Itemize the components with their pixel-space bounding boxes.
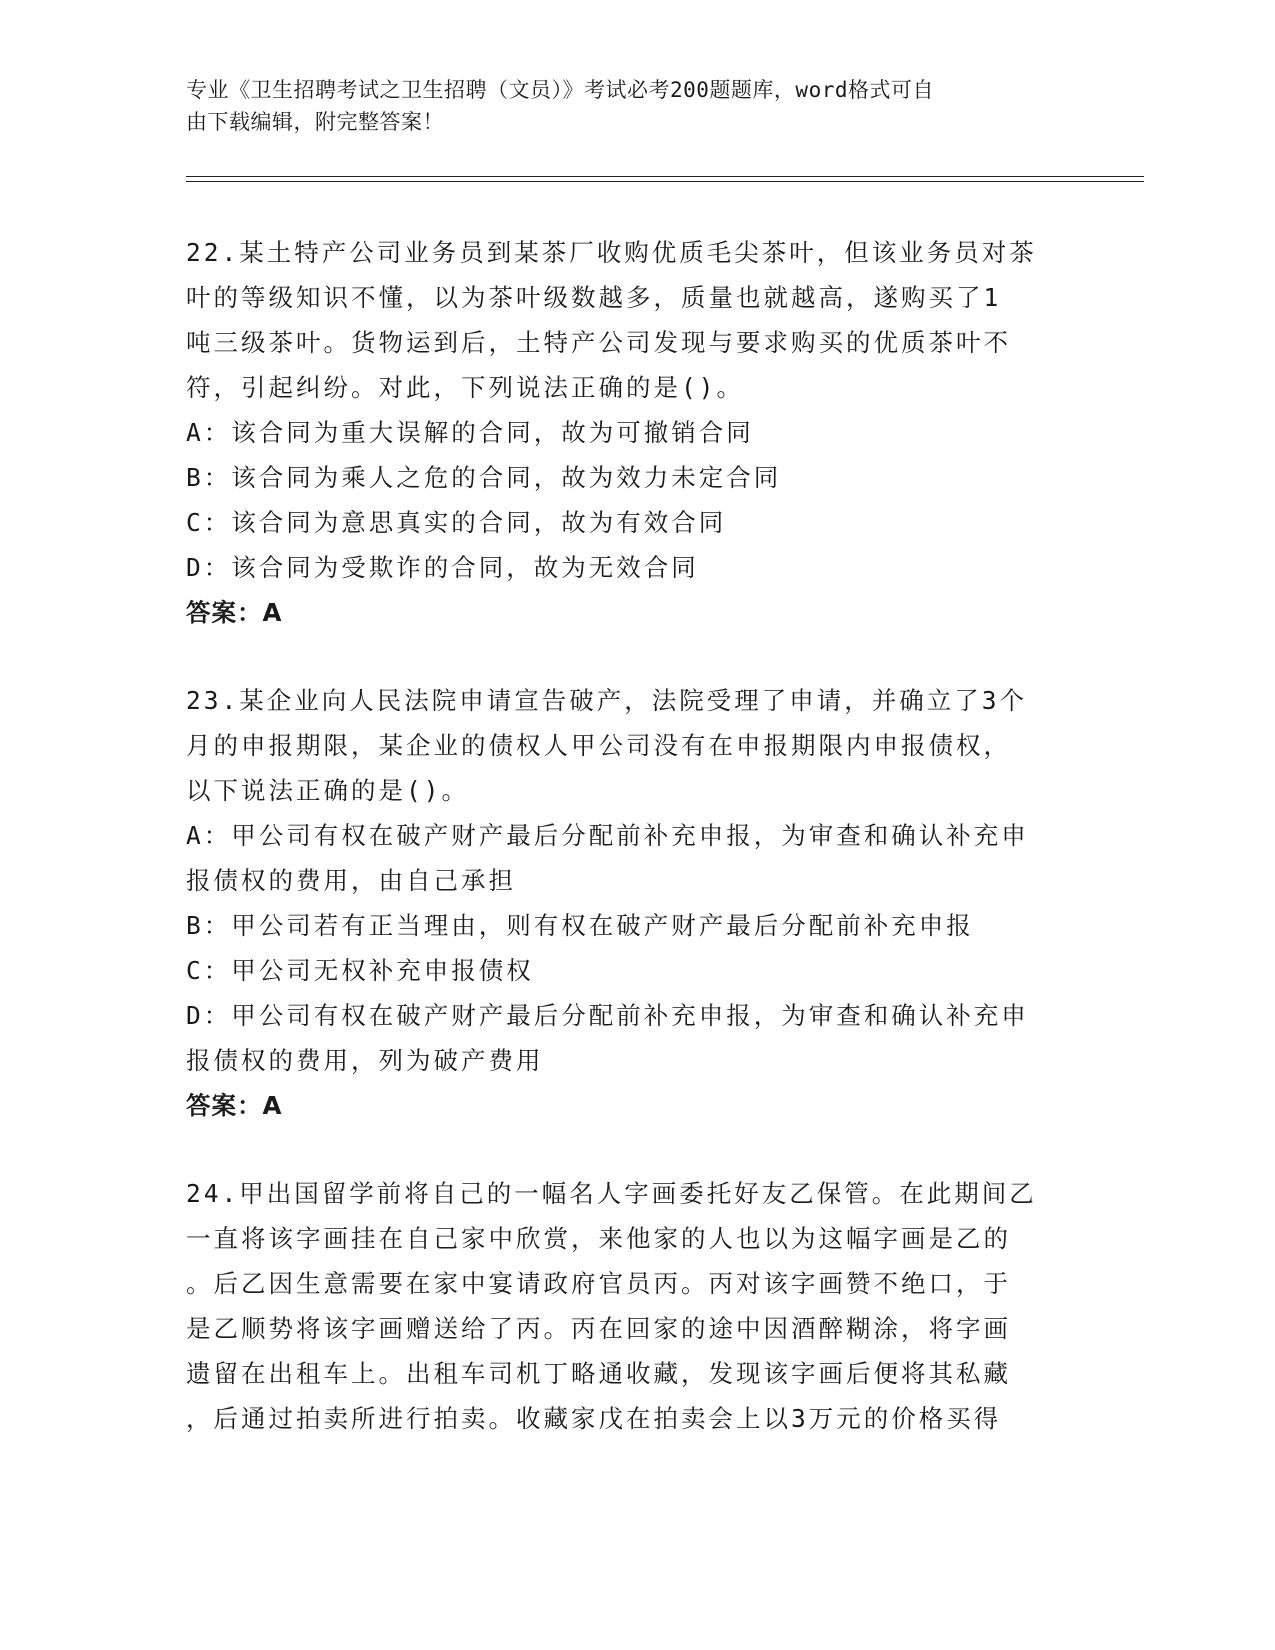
question-list — [186, 230, 1066, 1484]
option-b: B：甲公司若有正当理由，则有权在破产财产最后分配前补充申报 — [186, 911, 974, 940]
question-stem-line: 22.某土特产公司业务员到某茶厂收购优质毛尖茶叶，但该业务员对茶 — [186, 238, 1037, 267]
question-stem-line: 以下说法正确的是()。 — [186, 776, 469, 805]
option-d-continued: 报债权的费用，列为破产费用 — [186, 1046, 544, 1075]
question-24 — [186, 1171, 1066, 1441]
option-a: A：甲公司有权在破产财产最后分配前补充申报，为审查和确认补充申 — [186, 821, 1029, 850]
question-stem-line: ，后通过拍卖所进行拍卖。收藏家戊在拍卖会上以3万元的价格买得 — [186, 1404, 1002, 1433]
question-22 — [186, 230, 1066, 635]
question-stem-line: 一直将该字画挂在自己家中欣赏，来他家的人也以为这幅字画是乙的 — [186, 1224, 1011, 1253]
question-stem-line: 叶的等级知识不懂，以为茶叶级数越多，质量也就越高，遂购买了1 — [186, 283, 1002, 312]
option-c: C：甲公司无权补充申报债权 — [186, 956, 534, 985]
question-stem-line: 24.甲出国留学前将自己的一幅名人字画委托好友乙保管。在此期间乙 — [186, 1179, 1037, 1208]
question-stem-line: 月的申报期限，某企业的债权人甲公司没有在申报期限内申报债权， — [186, 731, 1011, 760]
document-header — [186, 74, 1066, 138]
option-a-continued: 报债权的费用，由自己承担 — [186, 866, 516, 895]
question-stem-line: 23.某企业向人民法院申请宣告破产，法院受理了申请，并确立了3个 — [186, 686, 1027, 715]
option-d: D：甲公司有权在破产财产最后分配前补充申报，为审查和确认补充申 — [186, 1001, 1029, 1030]
answer-label: 答案：A — [186, 1091, 283, 1120]
header-title-line-1: 专业《卫生招聘考试之卫生招聘（文员）》考试必考200题题库，word格式可自 — [186, 78, 934, 102]
option-d: D：该合同为受欺诈的合同，故为无效合同 — [186, 553, 699, 582]
answer-label: 答案：A — [186, 598, 283, 627]
question-23 — [186, 678, 1066, 1128]
option-c: C：该合同为意思真实的合同，故为有效合同 — [186, 508, 727, 537]
header-title-line-2: 由下载编辑，附完整答案！ — [186, 110, 444, 134]
question-stem-line: 吨三级茶叶。货物运到后，土特产公司发现与要求购买的优质茶叶不 — [186, 328, 1011, 357]
question-stem-line: 是乙顺势将该字画赠送给了丙。丙在回家的途中因酒醉糊涂，将字画 — [186, 1314, 1011, 1343]
question-stem-line: 遗留在出租车上。出租车司机丁略通收藏，发现该字画后便将其私藏 — [186, 1359, 1011, 1388]
header-divider-bottom — [186, 181, 1144, 182]
question-stem-line: 。后乙因生意需要在家中宴请政府官员丙。丙对该字画赞不绝口，于 — [186, 1269, 1011, 1298]
question-stem-line: 符，引起纠纷。对此，下列说法正确的是()。 — [186, 373, 744, 402]
header-divider-top — [186, 176, 1144, 177]
option-b: B：该合同为乘人之危的合同，故为效力未定合同 — [186, 463, 782, 492]
option-a: A：该合同为重大误解的合同，故为可撤销合同 — [186, 418, 754, 447]
